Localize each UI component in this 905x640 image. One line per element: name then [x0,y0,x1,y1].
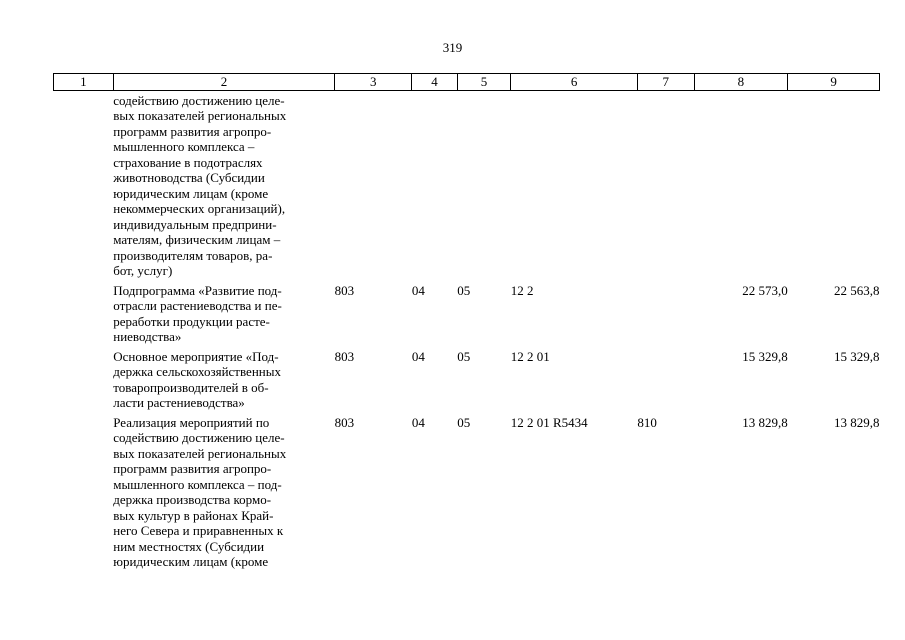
header-col-4: 4 [412,74,457,91]
cell-col-1 [54,281,114,347]
description-line: него Севера и приравненных к [113,523,284,538]
section-code [412,90,457,281]
description-line: программ развития агропро- [113,123,272,139]
description-line: мышленного комплекса – [113,139,255,154]
section-code: 04 [411,348,425,364]
description-line: ласти растениеводства» [113,395,245,410]
description-line: держка сельскохозяйственных [113,364,281,379]
amount-col-8 [694,90,788,281]
cell-col-1 [54,413,114,572]
description-line: производителям товаров, ра- [113,247,273,263]
row-description [113,90,334,281]
description-line: держка производства кормо- [113,492,272,507]
description-line: отрасли растениеводства и пе- [113,298,282,313]
description-line: содействию достижению целе- [113,430,285,445]
target-article-code: 12 2 01 [510,348,550,364]
ministry-code: 803 [334,414,355,430]
section-code: 04 [411,282,425,298]
amount-col-9: 22 563,8 [834,282,880,298]
description-line: реработки продукции расте- [113,313,270,329]
description-line: юридическим лицам (кроме [113,185,269,201]
expense-type-code: 810 [637,414,657,430]
header-col-8: 8 [694,74,788,91]
header-col-2: 2 [113,74,334,91]
description-line: мышленного комплекса – под- [113,476,282,492]
table-row [54,347,880,413]
description-line: бот, услуг) [113,263,173,278]
cell-col-1 [54,347,114,413]
table-row [54,281,880,347]
expense-type-code [637,90,694,281]
amount-col-8: 22 573,0 [742,282,788,298]
header-col-7: 7 [637,74,694,91]
row-description [113,413,334,572]
ministry-code [335,90,412,281]
section-code: 04 [411,414,425,430]
description-line: страхование в подотраслях [113,154,263,170]
ministry-code: 803 [334,282,355,298]
header-col-1: 1 [54,74,114,91]
description-line: Подпрограмма «Развитие под- [113,282,282,298]
description-line: ним местностях (Субсидии [113,538,265,554]
table-row [54,413,880,572]
description-line: юридическим лицам (кроме [113,554,269,569]
ministry-code: 803 [334,348,355,364]
header-row [54,74,880,91]
target-article-code: 12 2 [510,282,534,298]
subsection-code: 05 [457,348,471,364]
row-description [113,347,334,413]
cell-col-1 [54,90,114,281]
target-article-code [511,90,638,281]
table-row [54,90,880,281]
target-article-code: 12 2 01 R5434 [510,414,588,430]
subsection-code: 05 [457,414,471,430]
description-line: животноводства (Субсидии [113,170,265,185]
amount-col-8: 15 329,8 [742,348,788,364]
page-number: 319 [442,40,463,55]
row-description [113,281,334,347]
amount-col-9 [788,90,880,281]
header-col-6: 6 [511,74,638,91]
description-line: содействию достижению целе- [113,92,285,108]
description-line: товаропроизводителей в об- [113,379,269,395]
expense-type-code [637,347,694,413]
subsection-code [457,90,511,281]
description-line: Реализация мероприятий по [113,414,270,430]
expense-type-code [637,281,694,347]
amount-col-9: 15 329,8 [834,348,880,364]
amount-col-8: 13 829,8 [742,414,788,430]
description-line: мателям, физическим лицам – [113,232,281,247]
subsection-code: 05 [457,282,471,298]
description-line: вых культур в районах Край- [113,507,274,523]
amount-col-9: 13 829,8 [834,414,880,430]
header-col-5: 5 [457,74,511,91]
description-line: ниеводства» [113,329,182,344]
header-col-3: 3 [335,74,412,91]
description-line: вых показателей региональных [113,108,287,123]
description-line: некоммерческих организаций), [113,201,286,216]
description-line: вых показателей региональных [113,445,287,461]
description-line: индивидуальным предприни- [113,216,277,232]
description-line: Основное мероприятие «Под- [113,348,279,364]
budget-table [53,73,880,572]
header-col-9: 9 [788,74,880,91]
description-line: программ развития агропро- [113,461,272,476]
